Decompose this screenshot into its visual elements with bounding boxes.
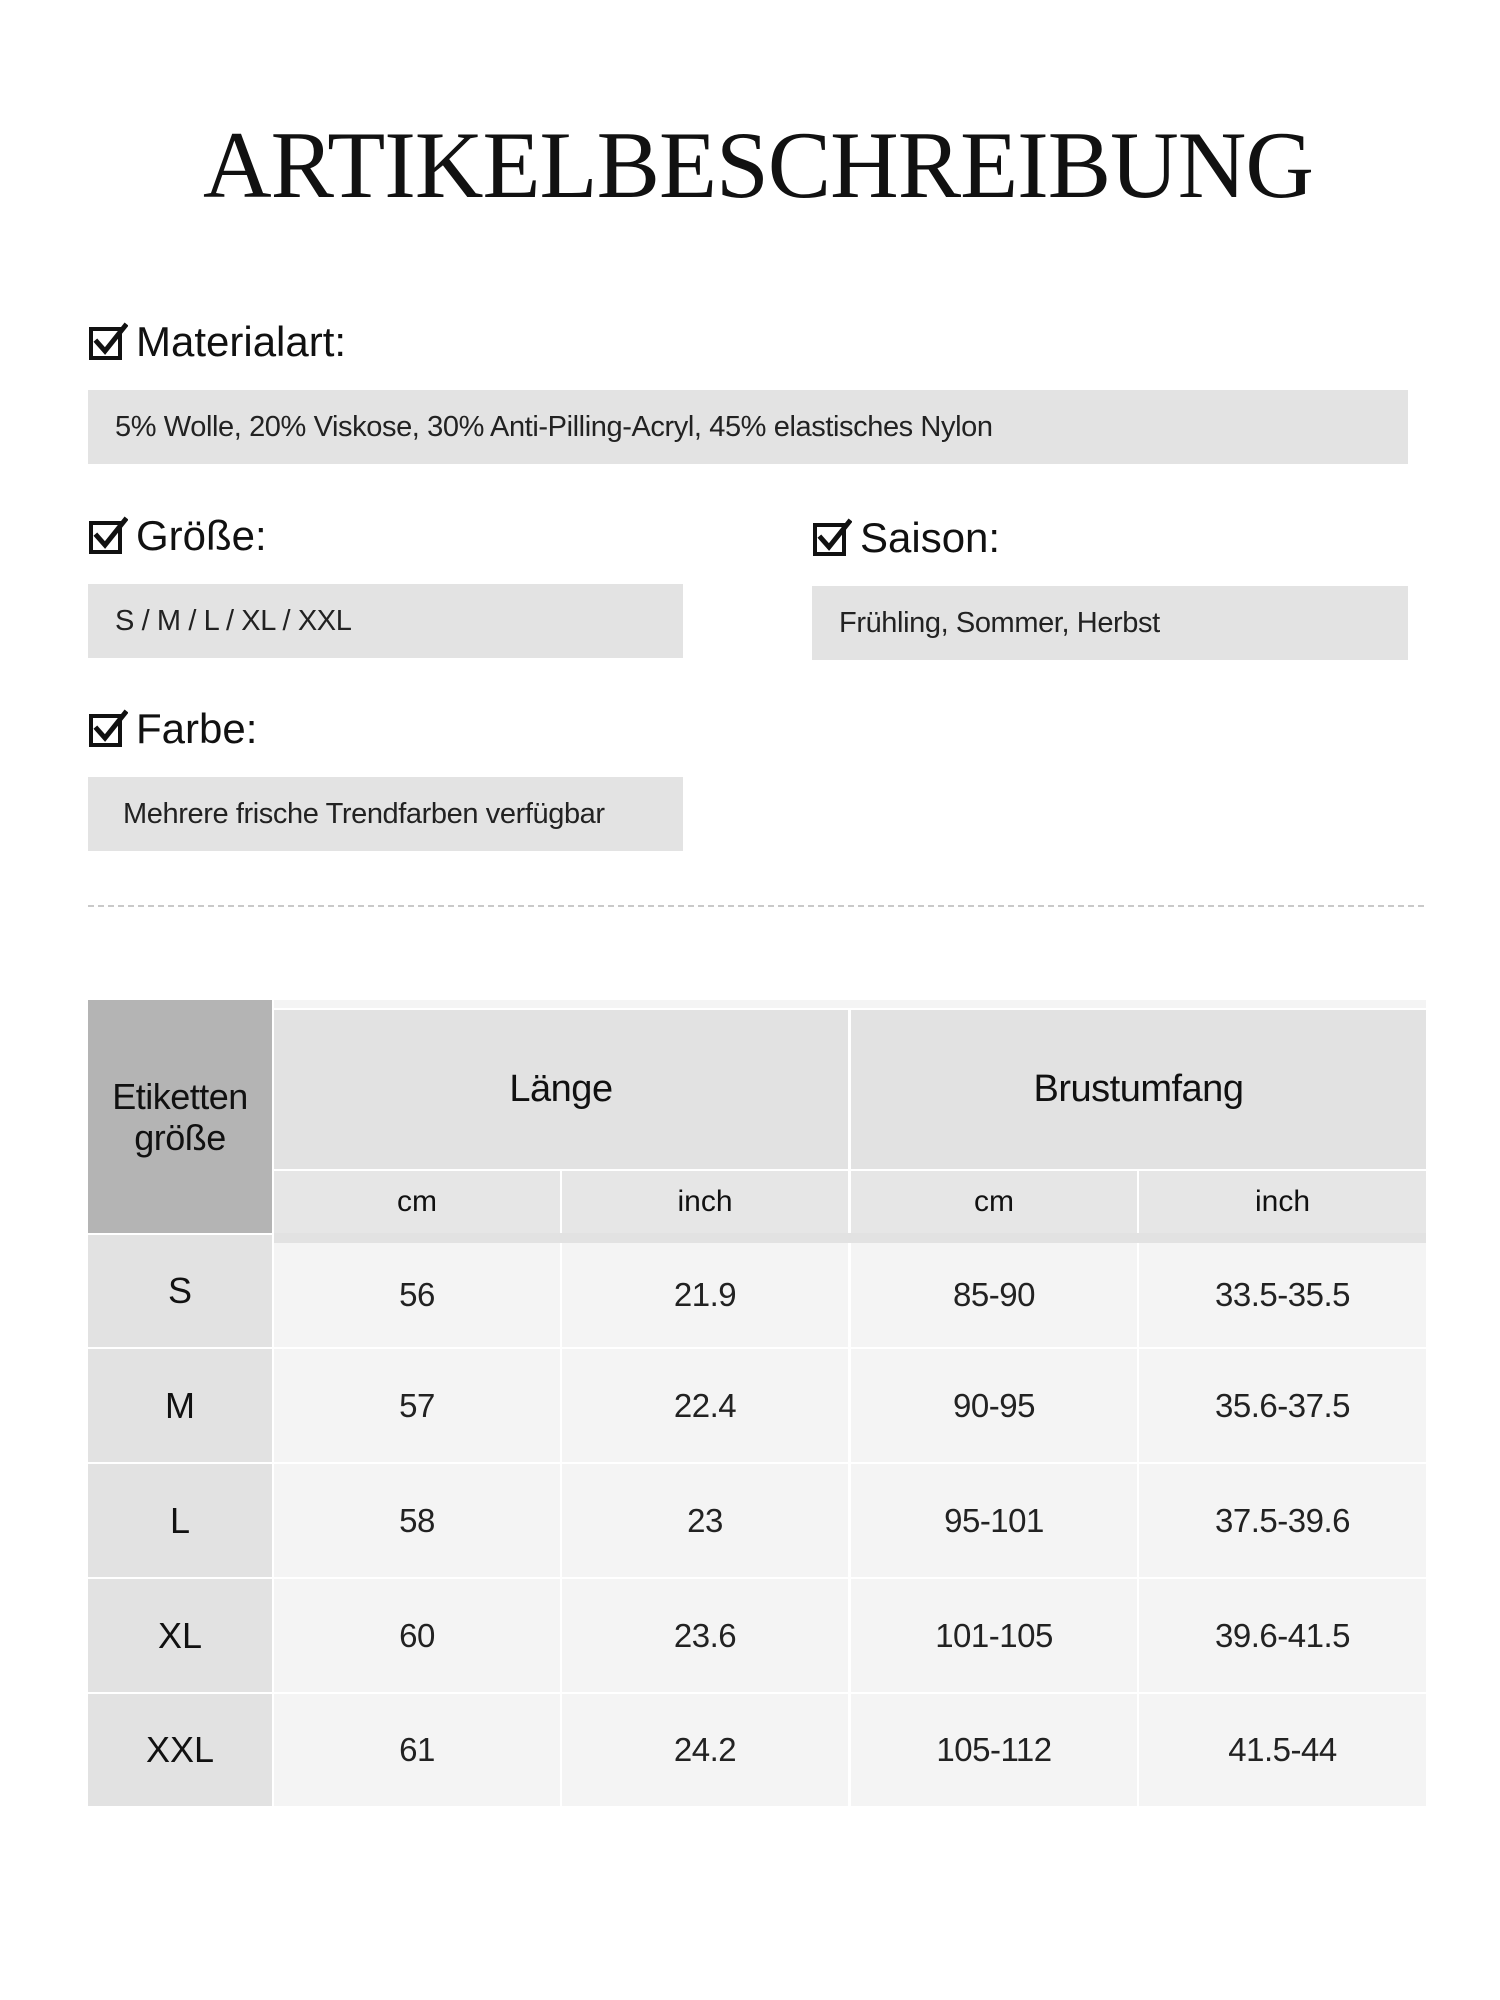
table-cell-text: 37.5-39.6 — [1215, 1501, 1350, 1539]
table-cell-text: 90-95 — [953, 1386, 1035, 1424]
table-group-header — [274, 1010, 848, 1169]
table-cell-text: 33.5-35.5 — [1215, 1276, 1350, 1313]
table-cell — [1139, 1694, 1426, 1806]
table-cell — [1139, 1349, 1426, 1462]
table-cell-text: 58 — [399, 1501, 435, 1539]
table-cell-text: 61 — [399, 1731, 435, 1768]
table-row-size — [88, 1694, 272, 1806]
color-value: Mehrere frische Trendfarben verfügbar — [123, 797, 605, 830]
table-cell-text: 105-112 — [936, 1731, 1052, 1768]
table-row-size-text: XXL — [145, 1729, 215, 1770]
material-value: 5% Wolle, 20% Viskose, 30% Anti-Pilling-Acryl, 45% elastisches Nylon — [115, 410, 993, 443]
table-cell-text: 23.6 — [673, 1616, 737, 1654]
table-cell — [1139, 1579, 1426, 1692]
table-header-strip — [274, 1000, 1426, 1008]
table-header-label-line-1: Etiketten — [112, 1075, 248, 1117]
table-cell-text: 57 — [399, 1386, 435, 1424]
size-value: S / M / L / XL / XXL — [115, 604, 352, 637]
table-cell — [562, 1243, 848, 1347]
table-cell-text: 85-90 — [953, 1276, 1035, 1313]
table-row-size-text: XL — [157, 1614, 203, 1656]
table-group-header-text: Länge — [509, 1068, 613, 1110]
table-unit-header-text: inch — [1254, 1185, 1311, 1218]
table-cell-text: 101-105 — [935, 1616, 1053, 1654]
table-row-size-text: L — [169, 1499, 191, 1541]
table-cell — [562, 1579, 848, 1692]
table-cell — [851, 1579, 1137, 1692]
table-row-size — [88, 1464, 272, 1577]
table-cell — [274, 1464, 560, 1577]
table-unit-header-text: cm — [974, 1185, 1014, 1218]
table-cell — [851, 1694, 1137, 1806]
table-row-size-text: M — [165, 1384, 195, 1426]
table-group-header — [851, 1010, 1426, 1169]
table-cell-text: 22.4 — [673, 1386, 737, 1424]
table-header-label-line-2: größe — [134, 1116, 226, 1158]
table-cell — [274, 1694, 560, 1806]
table-unit-header — [562, 1171, 848, 1233]
table-cell-text: 39.6-41.5 — [1215, 1616, 1350, 1654]
table-row-size — [88, 1579, 272, 1692]
page-title: ARTIKELBESCHREIBUNG — [202, 112, 1313, 218]
table-cell-text: 41.5-44 — [1228, 1731, 1337, 1768]
table-cell — [274, 1243, 560, 1347]
table-cell — [1139, 1243, 1426, 1347]
table-cell-text: 23 — [687, 1501, 723, 1539]
table-row-size-text: S — [167, 1270, 192, 1311]
table-cell — [562, 1694, 848, 1806]
table-cell — [851, 1349, 1137, 1462]
color-heading-label: Farbe: — [136, 705, 258, 752]
season-value: Frühling, Sommer, Herbst — [839, 606, 1160, 639]
table-header-label — [88, 1000, 272, 1233]
table-cell-text: 56 — [399, 1276, 435, 1313]
table-cell — [1139, 1464, 1426, 1577]
table-cell — [274, 1579, 560, 1692]
table-unit-header — [851, 1171, 1137, 1233]
table-cell — [851, 1464, 1137, 1577]
table-row-size — [88, 1235, 272, 1347]
table-row-size — [88, 1349, 272, 1462]
material-heading-label: Materialart: — [136, 318, 347, 365]
table-cell — [851, 1243, 1137, 1347]
table-cell-text: 21.9 — [673, 1276, 737, 1313]
table-unit-header — [1139, 1171, 1426, 1233]
table-cell — [274, 1349, 560, 1462]
table-cell — [562, 1464, 848, 1577]
table-unit-header-text: inch — [677, 1185, 733, 1218]
size-heading-label: Größe: — [136, 512, 267, 559]
table-group-header-text: Brustumfang — [1033, 1068, 1244, 1110]
table-cell-text: 60 — [399, 1616, 435, 1654]
table-unit-header — [274, 1171, 560, 1233]
table-cell-text: 35.6-37.5 — [1215, 1386, 1350, 1424]
table-header-separator — [274, 1233, 1426, 1243]
season-heading-label: Saison: — [860, 514, 1001, 561]
table-cell — [562, 1349, 848, 1462]
table-unit-header-text: cm — [397, 1185, 437, 1218]
table-cell-text: 24.2 — [673, 1731, 737, 1768]
table-cell-text: 95-101 — [944, 1501, 1044, 1539]
